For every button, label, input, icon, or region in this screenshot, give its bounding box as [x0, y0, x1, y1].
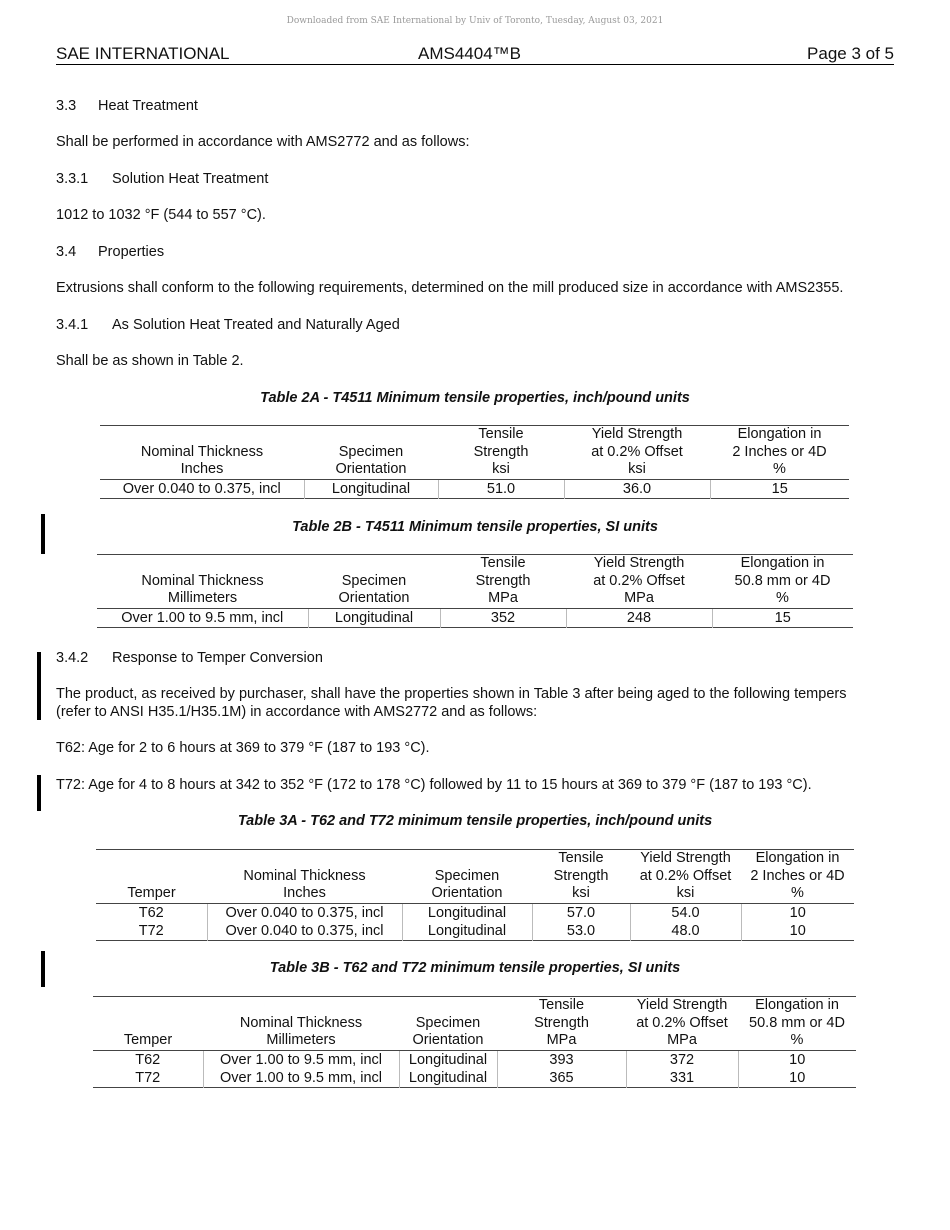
table-2a-caption: Table 2A - T4511 Minimum tensile properties, inch/pound units [260, 390, 690, 406]
table-3b-caption: Table 3B - T62 and T72 minimum tensile properties, SI units [269, 960, 681, 976]
table-row [100, 479, 849, 498]
table-cell: 57.0 [532, 903, 630, 922]
table-2b [97, 554, 853, 628]
download-note: Downloaded from SAE International by Univ of Toronto, Tuesday, August 03, 2021 [286, 16, 664, 26]
table-cell: T72 [96, 922, 207, 941]
table-cell: Longitudinal [304, 479, 438, 498]
column-header: Specimen Orientation [308, 555, 440, 609]
header-org: SAE INTERNATIONAL [56, 44, 230, 63]
header-page-number: Page 3 of 5 [807, 44, 894, 63]
column-header: Elongation in 50.8 mm or 4D % [738, 997, 856, 1051]
table-cell: 36.0 [564, 479, 710, 498]
column-header: Yield Strength at 0.2% Offset ksi [564, 426, 710, 480]
table-cell: Over 0.040 to 0.375, incl [100, 479, 304, 498]
table-cell: Over 0.040 to 0.375, incl [207, 903, 402, 922]
table-row [96, 903, 854, 922]
section-3-4-heading: 3.4 Properties [56, 244, 165, 260]
table-2b-caption: Table 2B - T4511 Minimum tensile properties, SI units [292, 519, 658, 535]
table-cell: 53.0 [532, 922, 630, 941]
table-3b [93, 996, 856, 1088]
column-header: Nominal Thickness Millimeters [203, 997, 399, 1051]
section-3-4-body: Extrusions shall conform to the following requirements, determined on the mill produced size in accordance with AMS2355. [56, 280, 844, 296]
table-cell: 15 [710, 479, 849, 498]
section-3-3-1-body: 1012 to 1032 °F (544 to 557 °C). [56, 207, 266, 223]
column-header: Elongation in 2 Inches or 4D % [741, 850, 854, 904]
table-cell: 352 [440, 608, 566, 627]
table-3a [96, 849, 854, 941]
section-3-3-heading: 3.3 Heat Treatment [56, 98, 198, 114]
column-header: Elongation in 2 Inches or 4D % [710, 426, 849, 480]
table-cell: Over 1.00 to 9.5 mm, incl [203, 1069, 399, 1088]
table-cell: 372 [626, 1050, 738, 1069]
column-header: Tensile Strength ksi [438, 426, 564, 480]
table-cell: 10 [738, 1050, 856, 1069]
section-3-4-2-heading: 3.4.2 Response to Temper Conversion [56, 650, 323, 666]
column-header: Tensile Strength MPa [497, 997, 626, 1051]
revision-bar [37, 775, 41, 811]
table-cell: Over 1.00 to 9.5 mm, incl [97, 608, 308, 627]
table-3a-caption: Table 3A - T62 and T72 minimum tensile properties, inch/pound units [237, 813, 713, 829]
table-cell: 331 [626, 1069, 738, 1088]
column-header: Nominal Thickness Millimeters [97, 555, 308, 609]
column-header: Specimen Orientation [304, 426, 438, 480]
column-header: Nominal Thickness Inches [207, 850, 402, 904]
column-header: Elongation in 50.8 mm or 4D % [712, 555, 853, 609]
section-3-4-1-heading: 3.4.1 As Solution Heat Treated and Naturally Aged [56, 317, 400, 333]
column-header: Temper [93, 997, 203, 1051]
table-cell: T62 [93, 1050, 203, 1069]
table-cell: T62 [96, 903, 207, 922]
column-header: Tensile Strength MPa [440, 555, 566, 609]
table-cell: Longitudinal [308, 608, 440, 627]
table-cell: Over 1.00 to 9.5 mm, incl [203, 1050, 399, 1069]
table-row [97, 608, 853, 627]
column-header: Nominal Thickness Inches [100, 426, 304, 480]
table-cell: Longitudinal [399, 1050, 497, 1069]
table-cell: 51.0 [438, 479, 564, 498]
column-header: Yield Strength at 0.2% Offset ksi [630, 850, 741, 904]
column-header: Yield Strength at 0.2% Offset MPa [626, 997, 738, 1051]
table-cell: T72 [93, 1069, 203, 1088]
page-header [56, 44, 894, 65]
table-cell: 365 [497, 1069, 626, 1088]
table-cell: Longitudinal [399, 1069, 497, 1088]
table-cell: 10 [741, 922, 854, 941]
table-2a [100, 425, 849, 499]
table-cell: 393 [497, 1050, 626, 1069]
table-cell: 15 [712, 608, 853, 627]
section-3-4-2-body-line-2: (refer to ANSI H35.1/H35.1M) in accordance with AMS2772 and as follows: [56, 704, 538, 720]
column-header: Temper [96, 850, 207, 904]
table-cell: 248 [566, 608, 712, 627]
t62-aging-text: T62: Age for 2 to 6 hours at 369 to 379 °F (187 to 193 °C). [56, 740, 430, 756]
table-cell: 10 [741, 903, 854, 922]
revision-bar [37, 652, 41, 720]
table-cell: 10 [738, 1069, 856, 1088]
section-3-4-1-body: Shall be as shown in Table 2. [56, 353, 244, 369]
column-header: Yield Strength at 0.2% Offset MPa [566, 555, 712, 609]
column-header: Specimen Orientation [402, 850, 532, 904]
header-doc-number: AMS4404™B [418, 44, 521, 63]
table-cell: Longitudinal [402, 903, 532, 922]
table-row [93, 1050, 856, 1069]
column-header: Tensile Strength ksi [532, 850, 630, 904]
section-3-3-body: Shall be performed in accordance with AMS2772 and as follows: [56, 134, 470, 150]
table-cell: Over 0.040 to 0.375, incl [207, 922, 402, 941]
t72-aging-text: T72: Age for 4 to 8 hours at 342 to 352 °F (172 to 178 °C) followed by 11 to 15 hours at 369 to 379 °F (187 to 193 °C). [56, 777, 812, 793]
table-row [93, 1069, 856, 1088]
column-header: Specimen Orientation [399, 997, 497, 1051]
table-row [96, 922, 854, 941]
section-3-4-2-body-line-1: The product, as received by purchaser, shall have the properties shown in Table 3 after being aged to the following tempers [56, 686, 847, 702]
table-cell: Longitudinal [402, 922, 532, 941]
table-cell: 54.0 [630, 903, 741, 922]
table-cell: 48.0 [630, 922, 741, 941]
section-3-3-1-heading: 3.3.1 Solution Heat Treatment [56, 171, 269, 187]
